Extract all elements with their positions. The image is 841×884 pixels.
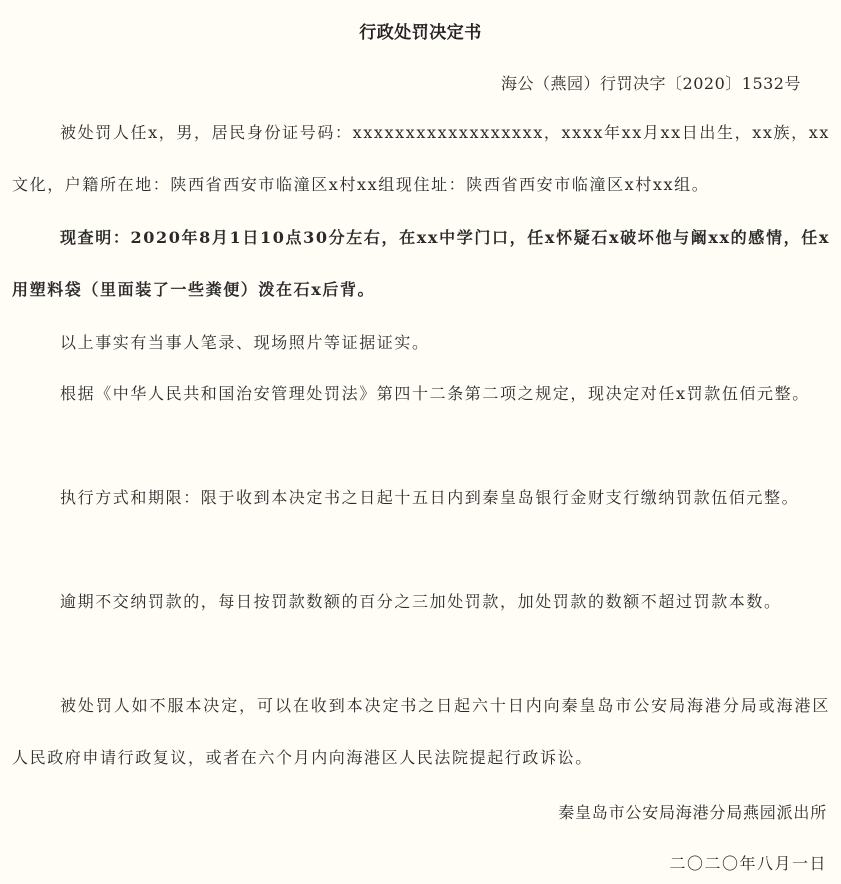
- paragraph-legal-basis: 根据《中华人民共和国治安管理处罚法》第四十二条第二项之规定，现决定对任x罚款伍佰元整。: [60, 384, 810, 403]
- paragraph-party-info: 被处罚人任x，男，居民身份证号码：xxxxxxxxxxxxxxxxxx，xxxx年xx月xx日出生，xx族，xx文化，户籍所在地：陕西省西安市临潼区x村xx组现住址：陕西省西安市临潼区x村xx组。: [12, 123, 830, 194]
- paragraph-findings: 现查明：2020年8月1日10点30分左右，在xx中学门口，任x怀疑石x破坏他与阚xx的感情，任x用塑料袋（里面装了一些粪便）泼在石x后背。: [12, 228, 830, 299]
- document-title: 行政处罚决定书: [359, 23, 482, 43]
- paragraph-late-payment: 逾期不交纳罚款的，每日按罚款数额的百分之三加处罚款，加处罚款的数额不超过罚款本数。: [60, 592, 782, 611]
- document-number: 海公（燕园）行罚决字〔2020〕1532号: [501, 74, 801, 93]
- paragraph-appeal-rights: 被处罚人如不服本决定，可以在收到本决定书之日起六十日内向秦皇岛市公安局海港分局或海港区人民政府申请行政复议，或者在六个月内向海港区人民法院提起行政诉讼。: [12, 696, 830, 767]
- paragraph-evidence: 以上事实有当事人笔录、现场照片等证据证实。: [60, 333, 430, 352]
- issue-date: 二〇二〇年八月一日: [669, 854, 827, 873]
- issuing-authority: 秦皇岛市公安局海港分局燕园派出所: [558, 803, 827, 822]
- paragraph-execution: 执行方式和期限：限于收到本决定书之日起十五日内到秦皇岛银行金财支行缴纳罚款伍佰元整。: [60, 488, 800, 507]
